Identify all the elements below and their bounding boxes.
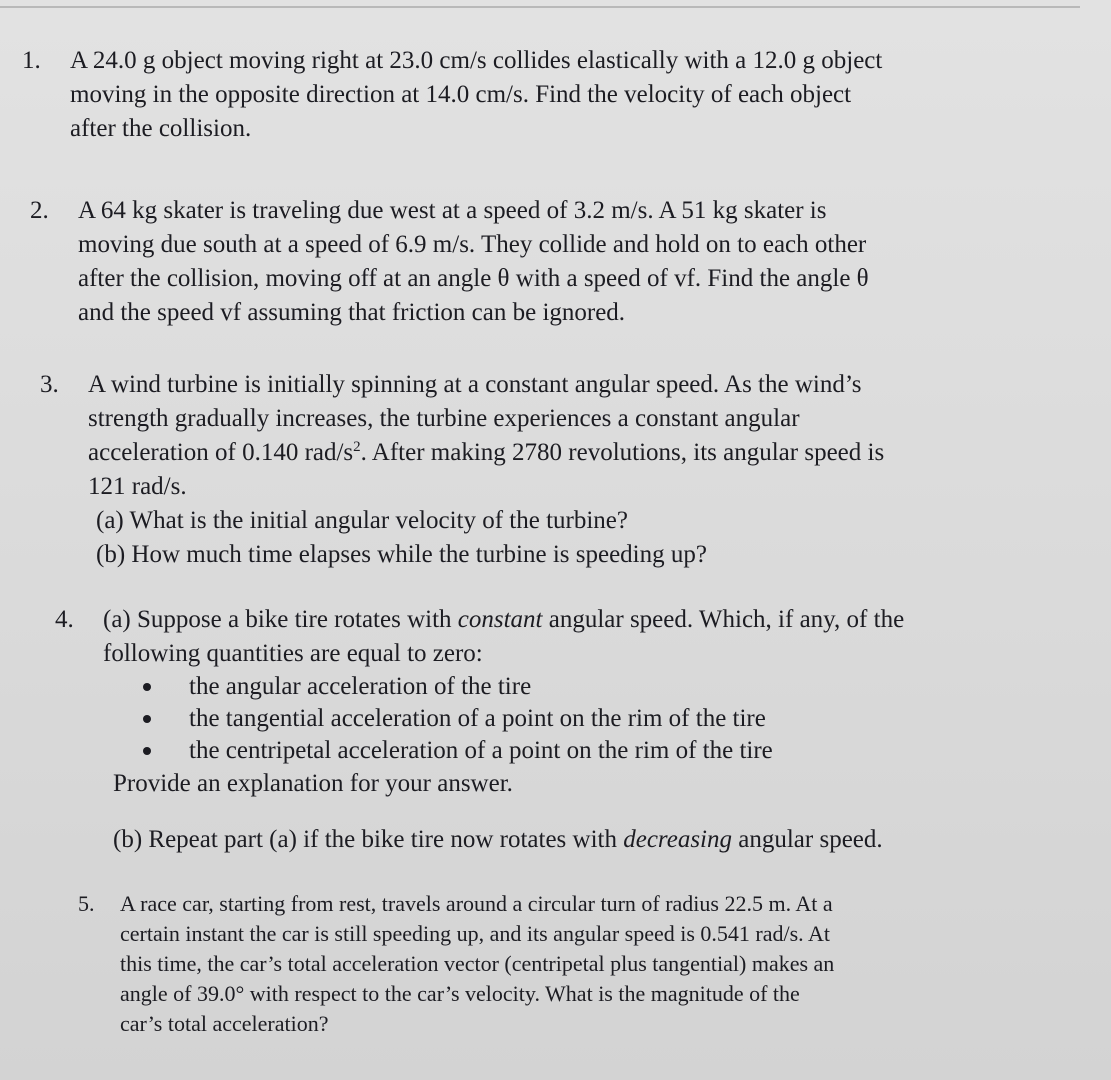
superscript: 2 [353,439,361,455]
text-line: A wind turbine is initially spinning at a constant angular speed. As the wind’s [88,371,862,398]
text-fragment: angular speed. [732,826,883,853]
text-line [113,823,904,857]
emphasis-text: constant [457,606,543,633]
text-line: Provide an explanation for your answer. [113,770,513,797]
problem-text [88,368,884,572]
text-fragment: angular speed. Which, if any, of the [542,606,905,633]
list-item [103,703,904,735]
list-item-text: the angular acceleration of the tire [189,673,532,700]
text-line: this time, the car’s total acceleration vector (centripetal plus tangential) makes an [120,951,835,976]
text-line: certain instant the car is still speeding up, and its angular speed is 0.541 rad/s. At [120,921,830,946]
text-line: angle of 39.0° with respect to the car’s velocity. What is the magnitude of the [120,981,800,1006]
top-divider [0,6,1080,8]
bullet-icon [143,747,151,755]
text-line: moving in the opposite direction at 14.0 cm/s. Find the velocity of each object [70,81,852,108]
problem-number: 5. [78,891,95,916]
text-fragment: acceleration of 0.140 rad/s [88,439,354,466]
list-item [103,671,904,703]
text-line [103,603,904,637]
text-line: car’s total acceleration? [120,1011,329,1036]
emphasis-text: decreasing [623,826,732,853]
problem-text [103,603,904,857]
problem-number: 3. [40,371,59,398]
problem-text [70,44,882,146]
text-line: A race car, starting from rest, travels around a circular turn of radius 22.5 m. At a [120,891,833,916]
text-line: moving due south at a speed of 6.9 m/s. They collide and hold on to each other [78,231,867,258]
text-fragment: (b) Repeat part (a) if the bike tire now rotates with [113,826,624,853]
bullet-list [103,671,904,767]
text-line: after the collision, moving off at an angle θ with a speed of vf. Find the angle θ [78,265,869,292]
list-item-text: the centripetal acceleration of a point on the rim of the tire [189,737,773,764]
problem-number: 1. [22,47,41,74]
problem-number: 2. [30,197,49,224]
problem-text [78,194,869,330]
text-line: strength gradually increases, the turbine experiences a constant angular [88,405,800,432]
bullet-icon [143,683,151,691]
text-fragment: (a) Suppose a bike tire rotates with [103,606,458,633]
list-item-text: the tangential acceleration of a point on the rim of the tire [189,705,766,732]
text-line [88,436,884,470]
list-item [103,735,904,767]
bullet-icon [143,715,151,723]
text-line: 121 rad/s. [88,473,187,500]
text-line: A 24.0 g object moving right at 23.0 cm/s collides elastically with a 12.0 g object [70,47,883,74]
text-line: following quantities are equal to zero: [103,640,483,667]
problem-text [120,889,834,1039]
part-b: (b) How much time elapses while the turbine is speeding up? [96,541,707,568]
part-a: (a) What is the initial angular velocity of the turbine? [96,507,628,534]
text-line: A 64 kg skater is traveling due west at a speed of 3.2 m/s. A 51 kg skater is [78,197,827,224]
text-line: and the speed vf assuming that friction can be ignored. [78,299,626,326]
problem-number: 4. [55,606,74,633]
text-fragment: . After making 2780 revolutions, its angular speed is [360,439,885,466]
text-line: after the collision. [70,115,252,142]
